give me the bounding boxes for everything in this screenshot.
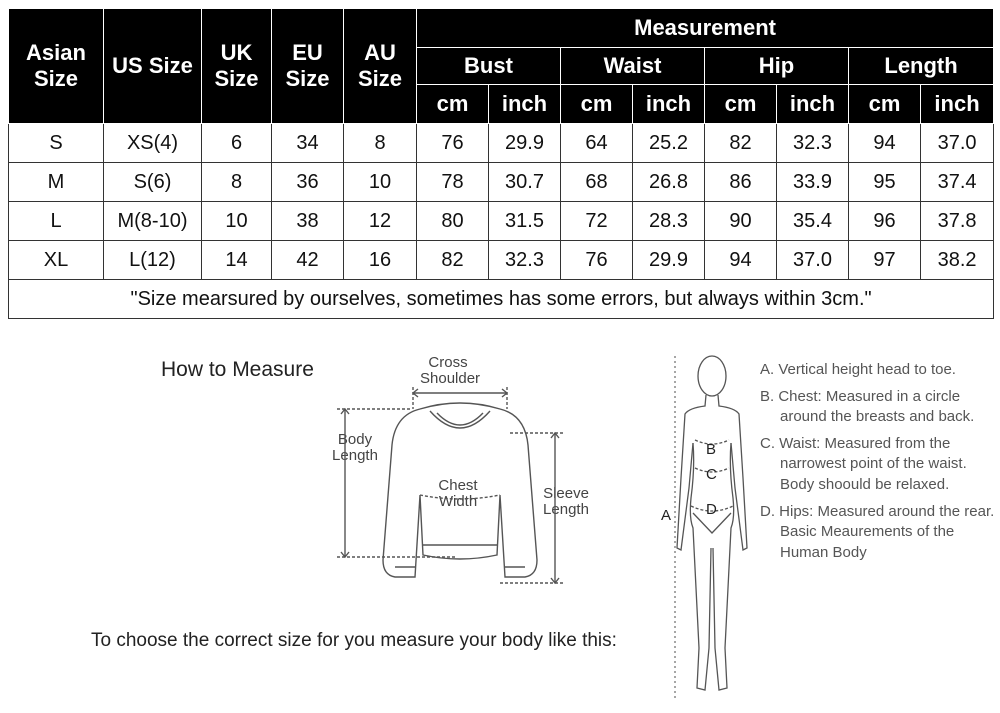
table-cell: 34	[272, 124, 344, 163]
table-cell: XS(4)	[104, 124, 202, 163]
body-length-label-line1: Body	[337, 431, 373, 448]
header-length-cm: cm	[849, 85, 921, 124]
header-length: Length	[849, 48, 994, 85]
header-us-size: US Size	[104, 9, 202, 124]
header-uk-size: UK Size	[202, 9, 272, 124]
table-cell: 25.2	[633, 124, 705, 163]
sleeve-length-label-line2: Length	[543, 501, 589, 518]
table-cell: 10	[202, 202, 272, 241]
choose-size-instruction: To choose the correct size for you measure your body like this:	[91, 630, 617, 651]
chest-width-label-line2: Width	[438, 493, 478, 510]
table-cell: 29.9	[633, 241, 705, 280]
header-waist-inch: inch	[633, 85, 705, 124]
table-cell: 32.3	[489, 241, 561, 280]
header-eu-size: EU Size	[272, 9, 344, 124]
head	[698, 356, 726, 396]
table-cell: 36	[272, 163, 344, 202]
table-cell: 10	[344, 163, 417, 202]
table-cell: 78	[417, 163, 489, 202]
header-bust-inch: inch	[489, 85, 561, 124]
letter-c: C	[706, 466, 717, 483]
letter-d: D	[706, 501, 717, 518]
table-cell: 35.4	[777, 202, 849, 241]
header-bust-cm: cm	[417, 85, 489, 124]
header-hip-inch: inch	[777, 85, 849, 124]
size-chart-table	[8, 8, 994, 319]
table-cell: 29.9	[489, 124, 561, 163]
table-cell: 16	[344, 241, 417, 280]
table-cell: 86	[705, 163, 777, 202]
table-cell: 42	[272, 241, 344, 280]
sweater-diagram	[325, 385, 595, 590]
table-cell: 64	[561, 124, 633, 163]
table-cell: 76	[561, 241, 633, 280]
how-to-measure-title: How to Measure	[161, 358, 314, 381]
table-cell: 72	[561, 202, 633, 241]
cross-shoulder-label	[420, 354, 481, 387]
table-cell: 28.3	[633, 202, 705, 241]
table-cell: 12	[344, 202, 417, 241]
table-cell: 68	[561, 163, 633, 202]
header-au-size: AU Size	[344, 9, 417, 124]
chest-width-label-line1: Chest	[438, 477, 478, 494]
header-hip-cm: cm	[705, 85, 777, 124]
sweater-outline	[383, 403, 537, 577]
table-cell: 76	[417, 124, 489, 163]
table-cell: 32.3	[777, 124, 849, 163]
table-note: "Size mearsured by ourselves, sometimes has some errors, but always within 3cm."	[9, 280, 994, 319]
note-a: A. Vertical height head to toe.	[760, 361, 956, 378]
letter-b: B	[706, 441, 717, 458]
table-cell: 94	[849, 124, 921, 163]
table-cell: 30.7	[489, 163, 561, 202]
table-cell: 97	[849, 241, 921, 280]
table-cell: 37.8	[921, 202, 994, 241]
body-figure	[655, 348, 755, 710]
table-cell: M(8-10)	[104, 202, 202, 241]
body-length-label-line2: Length	[332, 447, 378, 464]
table-cell: XL	[9, 241, 104, 280]
table-cell: 80	[417, 202, 489, 241]
table-cell: 37.0	[777, 241, 849, 280]
table-cell: L(12)	[104, 241, 202, 280]
note-d: D. Hips: Measured around the rear. Basic Meaurements of the Human Body	[760, 502, 995, 561]
measurement-notes	[760, 360, 995, 569]
table-cell: 33.9	[777, 163, 849, 202]
header-hip: Hip	[705, 48, 849, 85]
table-cell: S(6)	[104, 163, 202, 202]
table-cell: 82	[705, 124, 777, 163]
table-row	[9, 163, 994, 202]
table-row	[9, 241, 994, 280]
table-cell: L	[9, 202, 104, 241]
table-cell: 31.5	[489, 202, 561, 241]
table-cell: 82	[417, 241, 489, 280]
table-cell: 37.4	[921, 163, 994, 202]
table-cell: 38	[272, 202, 344, 241]
table-cell: 38.2	[921, 241, 994, 280]
note-b: B. Chest: Measured in a circle around the breasts and back.	[760, 387, 975, 426]
table-cell: 96	[849, 202, 921, 241]
header-waist-cm: cm	[561, 85, 633, 124]
cross-shoulder-label-line1: Cross	[428, 354, 468, 371]
note-c: C. Waist: Measured from the narrowest point of the waist. Body shoould be relaxed.	[760, 434, 967, 493]
size-rows	[9, 124, 994, 280]
table-cell: 14	[202, 241, 272, 280]
table-cell: 8	[202, 163, 272, 202]
header-waist: Waist	[561, 48, 705, 85]
table-row	[9, 124, 994, 163]
table-cell: 8	[344, 124, 417, 163]
header-measurement: Measurement	[417, 9, 994, 48]
table-cell: S	[9, 124, 104, 163]
table-cell: 26.8	[633, 163, 705, 202]
table-cell: 94	[705, 241, 777, 280]
header-length-inch: inch	[921, 85, 994, 124]
sleeve-length-label-line1: Sleeve	[543, 485, 589, 502]
table-row	[9, 202, 994, 241]
table-cell: 95	[849, 163, 921, 202]
table-cell: 6	[202, 124, 272, 163]
header-bust: Bust	[417, 48, 561, 85]
table-cell: 37.0	[921, 124, 994, 163]
letter-a: A	[661, 507, 672, 524]
cross-shoulder-label-line2: Shoulder	[420, 370, 481, 387]
table-cell: 90	[705, 202, 777, 241]
table-cell: M	[9, 163, 104, 202]
header-asian-size: Asian Size	[9, 9, 104, 124]
